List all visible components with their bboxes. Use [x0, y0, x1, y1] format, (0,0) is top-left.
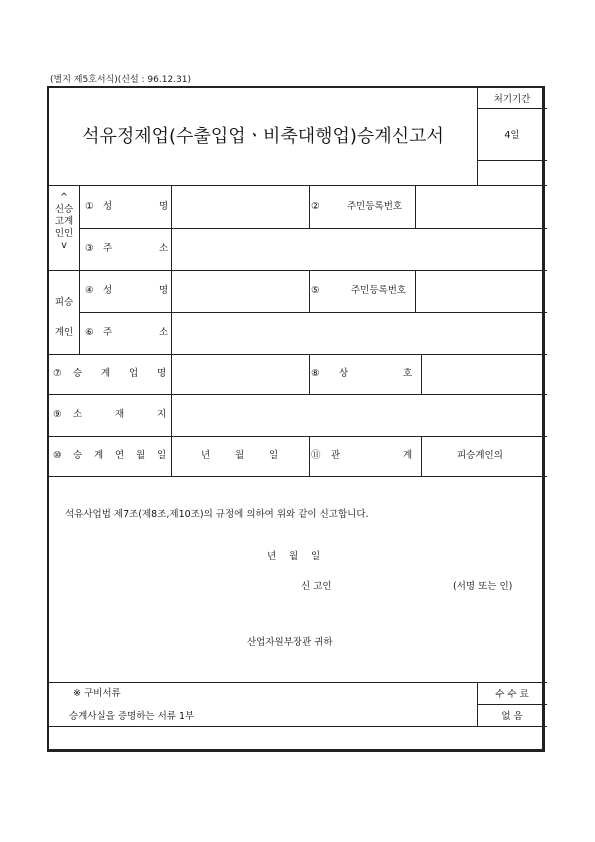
succession-business-label: 업: [129, 368, 139, 379]
row-line: [49, 394, 547, 395]
signer-mark: (서명 또는 인): [453, 581, 513, 592]
succession-business-label: 계: [101, 368, 111, 379]
trade-name-label: 호: [403, 368, 413, 379]
location-num: ⑨: [53, 409, 62, 420]
group-col-line: [79, 185, 80, 354]
declarant-rrn-label: 주민등록번호: [347, 201, 403, 212]
declarant-name-num: ①: [85, 201, 94, 212]
row-line: [49, 270, 547, 271]
location-label: 지: [157, 409, 167, 420]
mid-col-line: [309, 354, 310, 394]
transferor-name-num: ④: [85, 285, 94, 296]
right-col-line: [415, 185, 416, 228]
relation-label: 관: [331, 450, 341, 461]
statement-date-month: 월: [289, 551, 299, 562]
succession-date-label: 월: [136, 450, 146, 461]
row-line: [49, 682, 547, 683]
succession-date-year: 년: [201, 450, 211, 461]
form-inner-bottom-line: [49, 726, 547, 727]
fee-label: 수 수 료: [495, 689, 529, 700]
declarant-address-label: 소: [159, 243, 169, 254]
mid-col-line: [309, 270, 310, 312]
transferor-group-label: 피승 계인: [54, 297, 74, 338]
transferor-address-num: ⑥: [85, 327, 94, 338]
succession-date-num: ⑩: [53, 450, 62, 461]
succession-date-label: 승: [73, 450, 83, 461]
processing-period-value: 4일: [504, 130, 520, 141]
processing-period-label: 처기기간: [493, 94, 531, 105]
succession-date-month: 월: [235, 450, 245, 461]
declarant-name-label: 성: [103, 201, 113, 212]
declarant-rrn-num: ②: [311, 201, 320, 212]
declarant-group-label: ^ 신승 고계 인인 v: [54, 192, 74, 251]
row-line: [79, 312, 547, 313]
declarant-address-label: 주: [103, 243, 113, 254]
right-col-line: [421, 354, 422, 394]
mid-col-line: [309, 436, 310, 476]
statement-date-day: 일: [311, 551, 321, 562]
right-col-line: [415, 270, 416, 312]
succession-business-label: 명: [157, 368, 167, 379]
location-label: 재: [115, 409, 125, 420]
succession-business-label: 승: [73, 368, 83, 379]
fee-value: 없 음: [501, 711, 523, 722]
statement-date-year: 년: [267, 551, 277, 562]
row-line: [79, 228, 547, 229]
required-documents-title: ※ 구비서류: [73, 688, 121, 699]
succession-date-label: 계: [94, 450, 104, 461]
trade-name-label: 상: [339, 368, 349, 379]
transferor-name-label: 성: [103, 285, 113, 296]
transferor-address-label: 주: [103, 327, 113, 338]
transferor-rrn-label: 주민등록번호: [351, 285, 407, 296]
succession-date-label: 연: [115, 450, 125, 461]
processing-bottom-line: [477, 160, 547, 161]
declarant-address-num: ③: [85, 243, 94, 254]
succession-date-label: 일: [157, 450, 167, 461]
addressee: 산업자원부장관 귀하: [247, 637, 333, 648]
row-line: [49, 354, 547, 355]
succession-date-day: 일: [269, 450, 279, 461]
relation-num: ⑪: [311, 450, 321, 461]
label-col-line: [171, 185, 172, 476]
form-number-note: (별지 제5호서식)(신설 : 96.12.31): [50, 75, 192, 85]
succession-report-form: [47, 86, 545, 752]
transferor-name-label: 명: [159, 285, 169, 296]
statement-text: 석유사업법 제7조(제8조,제10조)의 규정에 의하여 위와 같이 신고합니다.: [65, 509, 369, 520]
title-bottom-line: [49, 185, 547, 186]
relation-label: 계: [403, 450, 413, 461]
form-title: 석유정제업(수출입업ㆍ비축대행업)승계신고서: [82, 126, 444, 147]
trade-name-num: ⑧: [311, 368, 320, 379]
location-label: 소: [73, 409, 83, 420]
row-line: [49, 436, 547, 437]
required-documents-item: 승계사실을 증명하는 서류 1부: [69, 711, 195, 722]
mid-col-line: [309, 185, 310, 228]
declarant-name-label: 명: [159, 201, 169, 212]
transferor-rrn-num: ⑤: [311, 285, 320, 296]
relation-value: 피승계인의: [457, 450, 503, 461]
transferor-address-label: 소: [159, 327, 169, 338]
row-line: [49, 476, 547, 477]
signer-label: 신 고인: [301, 581, 332, 592]
right-col-line: [421, 436, 422, 476]
succession-business-num: ⑦: [53, 368, 62, 379]
